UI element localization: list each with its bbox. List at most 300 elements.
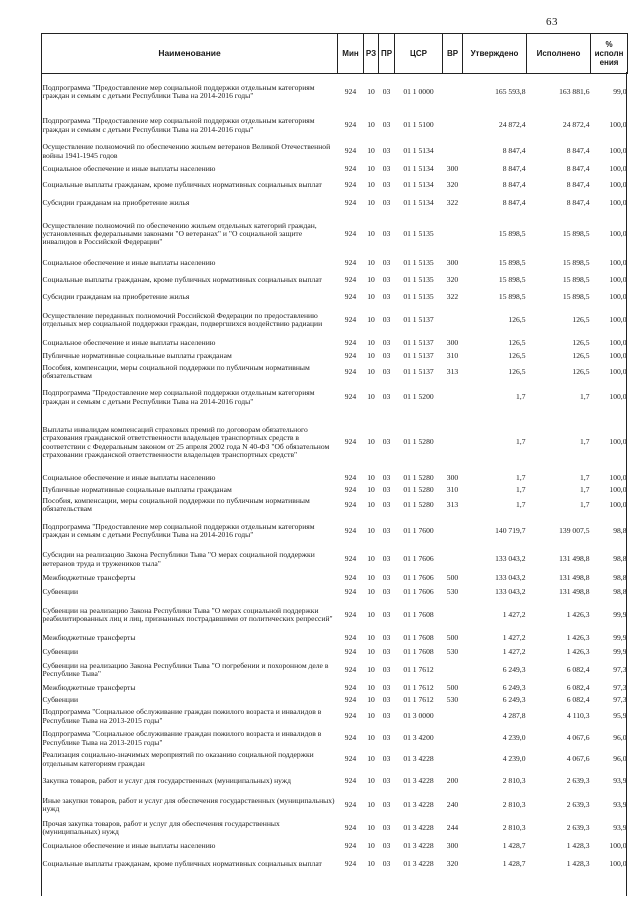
row-vr-cell: 300 bbox=[446, 337, 459, 347]
row-csr-cell: 01 1 5280 bbox=[403, 472, 434, 482]
row-pr-cell: 03 bbox=[382, 350, 391, 360]
column-header-percent: % исполн ения bbox=[591, 34, 628, 74]
row-csr-cell: 01 1 5135 bbox=[403, 228, 434, 238]
row-approved-cell: 133 043,2 bbox=[495, 573, 526, 583]
row-name-cell: Подпрограмма "Социальное обслуживание граждан пожилого возраста и инвалидов в Республике Тыва на 2013-2015 годы" bbox=[42, 707, 322, 725]
row-approved-cell: 24 872,4 bbox=[498, 120, 526, 130]
row-executed-cell: 1 426,3 bbox=[566, 609, 590, 619]
row-executed-cell: 4 067,6 bbox=[566, 733, 590, 743]
row-name-cell: Выплаты инвалидам компенсаций страховых премий по договорам обязательного страхования гражданской ответственности владельцев транспортных средств в соответствии с Федеральным законом от 25 апреля 2002 года N 40-ФЗ "Об обязательном страховании гражданской ответственности владельцев транспортных средств" bbox=[42, 425, 330, 459]
row-csr-cell: 01 1 5280 bbox=[403, 437, 434, 447]
row-name-cell: Социальные выплаты гражданам, кроме публичных нормативных социальных выплат bbox=[42, 275, 322, 285]
column-header-min: Мин bbox=[338, 34, 364, 74]
row-approved-cell: 4 239,0 bbox=[502, 754, 526, 764]
row-vr-cell bbox=[443, 141, 463, 163]
row-executed-cell: 8 847,4 bbox=[566, 146, 590, 156]
row-executed-cell: 126,5 bbox=[572, 350, 590, 360]
row-rz-cell: 10 bbox=[367, 573, 375, 583]
row-percent-cell: 100,0 bbox=[609, 314, 627, 324]
row-name-cell: Межбюджетные трансферты bbox=[42, 573, 136, 583]
row-vr-cell: 310 bbox=[446, 484, 459, 494]
row-rz-cell: 10 bbox=[367, 664, 375, 674]
row-rz-cell: 10 bbox=[367, 646, 375, 656]
row-rz-cell: 10 bbox=[367, 350, 375, 360]
row-min-cell: 924 bbox=[344, 733, 357, 743]
table-row bbox=[42, 163, 628, 176]
row-vr-cell: 322 bbox=[446, 291, 459, 301]
row-min-cell: 924 bbox=[344, 799, 357, 809]
row-min-cell: 924 bbox=[344, 554, 357, 564]
row-vr-cell: 300 bbox=[446, 472, 459, 482]
row-csr-cell: 01 3 4228 bbox=[403, 858, 434, 868]
table-row bbox=[42, 485, 628, 496]
row-percent-cell: 98,8 bbox=[613, 573, 627, 583]
row-executed-cell: 1,7 bbox=[580, 437, 590, 447]
row-min-cell: 924 bbox=[344, 754, 357, 764]
table-row bbox=[42, 212, 628, 257]
row-approved-cell: 2 810,3 bbox=[502, 776, 526, 786]
row-name-cell: Прочая закупка товаров, работ и услуг для обеспечения государственных (муниципальных) нужд bbox=[42, 818, 280, 836]
row-executed-cell: 126,5 bbox=[572, 314, 590, 324]
row-executed-cell: 15 898,5 bbox=[562, 275, 590, 285]
table-row bbox=[42, 586, 628, 599]
row-min-cell: 924 bbox=[344, 694, 357, 704]
row-vr-cell: 530 bbox=[446, 646, 459, 656]
table-row bbox=[42, 770, 628, 794]
row-rz-cell: 10 bbox=[367, 799, 375, 809]
row-name-cell: Публичные нормативные социальные выплаты гражданам bbox=[42, 350, 232, 360]
row-rz-cell: 10 bbox=[367, 754, 375, 764]
row-vr-cell bbox=[443, 750, 463, 770]
row-percent-cell: 99,9 bbox=[613, 646, 627, 656]
row-csr-cell: 01 1 5135 bbox=[403, 291, 434, 301]
row-executed-cell: 131 498,8 bbox=[559, 573, 590, 583]
row-rz-cell: 10 bbox=[367, 711, 375, 721]
row-approved-cell: 2 810,3 bbox=[502, 822, 526, 832]
row-pr-cell: 03 bbox=[382, 291, 391, 301]
row-approved-cell: 4 287,8 bbox=[502, 711, 526, 721]
row-percent-cell: 100,0 bbox=[609, 197, 627, 207]
row-csr-cell: 01 3 0000 bbox=[403, 711, 434, 721]
row-percent-cell: 100,0 bbox=[609, 437, 627, 447]
row-pr-cell: 03 bbox=[382, 754, 391, 764]
row-approved-cell: 126,5 bbox=[508, 314, 526, 324]
table-left-border bbox=[41, 72, 42, 896]
row-csr-cell: 01 1 5280 bbox=[403, 484, 434, 494]
row-rz-cell: 10 bbox=[367, 633, 375, 643]
row-name-cell: Социальное обеспечение и иные выплаты населению bbox=[42, 258, 216, 268]
row-pr-cell: 03 bbox=[382, 179, 391, 189]
row-vr-cell: 310 bbox=[446, 350, 459, 360]
row-vr-cell bbox=[443, 414, 463, 472]
row-csr-cell: 01 3 4228 bbox=[403, 841, 434, 851]
row-vr-cell bbox=[443, 599, 463, 632]
row-pr-cell: 03 bbox=[382, 609, 391, 619]
table-row bbox=[42, 74, 628, 111]
table-row bbox=[42, 304, 628, 337]
row-pr-cell: 03 bbox=[382, 822, 391, 832]
row-min-cell: 924 bbox=[344, 314, 357, 324]
row-approved-cell: 133 043,2 bbox=[495, 554, 526, 564]
row-approved-cell: 15 898,5 bbox=[498, 228, 526, 238]
row-executed-cell: 1,7 bbox=[580, 499, 590, 509]
row-approved-cell: 126,5 bbox=[508, 366, 526, 376]
row-percent-cell: 100,0 bbox=[609, 484, 627, 494]
row-pr-cell: 03 bbox=[382, 554, 391, 564]
row-name-cell: Подпрограмма "Предоставление мер социальной поддержки отдельным категориям граждан и семьям с детьми Республики Тыва на 2014-2016 годы" bbox=[42, 388, 315, 406]
row-percent-cell: 100,0 bbox=[609, 291, 627, 301]
row-percent-cell: 100,0 bbox=[609, 858, 627, 868]
page-number: 63 bbox=[546, 16, 558, 28]
table-row bbox=[42, 350, 628, 363]
row-rz-cell: 10 bbox=[367, 472, 375, 482]
row-csr-cell: 01 1 0000 bbox=[403, 87, 434, 97]
row-executed-cell: 8 847,4 bbox=[566, 179, 590, 189]
row-min-cell: 924 bbox=[344, 841, 357, 851]
row-name-cell: Публичные нормативные социальные выплаты гражданам bbox=[42, 484, 232, 494]
row-pr-cell: 03 bbox=[382, 275, 391, 285]
row-percent-cell: 93,9 bbox=[613, 799, 627, 809]
row-min-cell: 924 bbox=[344, 120, 357, 130]
row-vr-cell: 313 bbox=[446, 366, 459, 376]
row-min-cell: 924 bbox=[344, 87, 357, 97]
row-csr-cell: 01 1 5280 bbox=[403, 499, 434, 509]
row-csr-cell: 01 1 7612 bbox=[403, 664, 434, 674]
row-approved-cell: 2 810,3 bbox=[502, 799, 526, 809]
table-row bbox=[42, 515, 628, 548]
row-rz-cell: 10 bbox=[367, 163, 375, 173]
row-name-cell: Субвенции на реализацию Закона Республики Тыва "О мерах социальной поддержки реабилитированных лиц и лиц, признанных пострадавшими от политических репрессий" bbox=[42, 605, 333, 623]
row-min-cell: 924 bbox=[344, 337, 357, 347]
table-row bbox=[42, 257, 628, 271]
row-name-cell: Осуществление полномочий по обеспечению жильем отдельных категорий граждан, установленных федеральными законами "О ветеранах" и "О социальной защите инвалидов в Российской Федерации" bbox=[42, 220, 317, 247]
row-csr-cell: 01 1 7608 bbox=[403, 646, 434, 656]
row-rz-cell: 10 bbox=[367, 841, 375, 851]
row-executed-cell: 15 898,5 bbox=[562, 258, 590, 268]
row-percent-cell: 100,0 bbox=[609, 228, 627, 238]
row-name-cell: Субсидии гражданам на приобретение жилья bbox=[42, 291, 190, 301]
row-pr-cell: 03 bbox=[382, 694, 391, 704]
row-executed-cell: 15 898,5 bbox=[562, 291, 590, 301]
row-approved-cell: 15 898,5 bbox=[498, 275, 526, 285]
table-row bbox=[42, 706, 628, 728]
row-rz-cell: 10 bbox=[367, 228, 375, 238]
row-name-cell: Социальное обеспечение и иные выплаты населению bbox=[42, 472, 216, 482]
row-min-cell: 924 bbox=[344, 179, 357, 189]
row-approved-cell: 15 898,5 bbox=[498, 258, 526, 268]
row-percent-cell: 98,8 bbox=[613, 586, 627, 596]
row-pr-cell: 03 bbox=[382, 733, 391, 743]
row-name-cell: Субвенции bbox=[42, 646, 79, 656]
row-executed-cell: 2 639,3 bbox=[566, 799, 590, 809]
table-row bbox=[42, 817, 628, 840]
row-percent-cell: 100,0 bbox=[609, 337, 627, 347]
row-min-cell: 924 bbox=[344, 609, 357, 619]
row-pr-cell: 03 bbox=[382, 337, 391, 347]
row-pr-cell: 03 bbox=[382, 841, 391, 851]
column-header-executed: Исполнено bbox=[527, 34, 591, 74]
table-row bbox=[42, 337, 628, 350]
row-name-cell: Субвенции bbox=[42, 586, 79, 596]
row-min-cell: 924 bbox=[344, 858, 357, 868]
row-rz-cell: 10 bbox=[367, 291, 375, 301]
row-approved-cell: 165 593,8 bbox=[495, 87, 526, 97]
row-executed-cell: 1 426,3 bbox=[566, 633, 590, 643]
row-rz-cell: 10 bbox=[367, 484, 375, 494]
row-min-cell: 924 bbox=[344, 776, 357, 786]
row-pr-cell: 03 bbox=[382, 366, 391, 376]
row-approved-cell: 1,7 bbox=[516, 499, 526, 509]
row-pr-cell: 03 bbox=[382, 586, 391, 596]
row-rz-cell: 10 bbox=[367, 682, 375, 692]
row-percent-cell: 100,0 bbox=[609, 350, 627, 360]
row-csr-cell: 01 1 5137 bbox=[403, 350, 434, 360]
row-vr-cell: 300 bbox=[446, 258, 459, 268]
row-min-cell: 924 bbox=[344, 163, 357, 173]
row-pr-cell: 03 bbox=[382, 197, 391, 207]
row-pr-cell: 03 bbox=[382, 146, 391, 156]
row-executed-cell: 4 067,6 bbox=[566, 754, 590, 764]
table-row bbox=[42, 291, 628, 304]
row-name-cell: Пособия, компенсации, меры социальной поддержки по публичным нормативным обязательствам bbox=[42, 495, 310, 513]
table-header-row bbox=[42, 34, 628, 74]
row-percent-cell: 100,0 bbox=[609, 179, 627, 189]
row-vr-cell bbox=[443, 706, 463, 728]
row-min-cell: 924 bbox=[344, 350, 357, 360]
row-pr-cell: 03 bbox=[382, 314, 391, 324]
row-percent-cell: 98,8 bbox=[613, 525, 627, 535]
row-approved-cell: 8 847,4 bbox=[502, 163, 526, 173]
row-executed-cell: 6 082,4 bbox=[566, 664, 590, 674]
row-executed-cell: 15 898,5 bbox=[562, 228, 590, 238]
row-csr-cell: 01 1 7606 bbox=[403, 554, 434, 564]
table-row bbox=[42, 141, 628, 163]
row-csr-cell: 01 1 7612 bbox=[403, 682, 434, 692]
row-min-cell: 924 bbox=[344, 499, 357, 509]
row-rz-cell: 10 bbox=[367, 822, 375, 832]
row-pr-cell: 03 bbox=[382, 472, 391, 482]
row-name-cell: Субвенции bbox=[42, 694, 79, 704]
row-executed-cell: 126,5 bbox=[572, 366, 590, 376]
row-rz-cell: 10 bbox=[367, 87, 375, 97]
table-row bbox=[42, 659, 628, 682]
table-row bbox=[42, 854, 628, 875]
row-executed-cell: 1,7 bbox=[580, 472, 590, 482]
row-min-cell: 924 bbox=[344, 573, 357, 583]
row-percent-cell: 100,0 bbox=[609, 366, 627, 376]
table-row bbox=[42, 695, 628, 706]
table-row bbox=[42, 728, 628, 750]
row-name-cell: Межбюджетные трансферты bbox=[42, 682, 136, 692]
row-percent-cell: 100,0 bbox=[609, 841, 627, 851]
row-executed-cell: 8 847,4 bbox=[566, 197, 590, 207]
row-csr-cell: 01 1 5135 bbox=[403, 275, 434, 285]
row-executed-cell: 1,7 bbox=[580, 392, 590, 402]
row-vr-cell: 300 bbox=[446, 841, 459, 851]
row-vr-cell: 320 bbox=[446, 179, 459, 189]
row-csr-cell: 01 1 5137 bbox=[403, 337, 434, 347]
row-vr-cell bbox=[443, 659, 463, 682]
row-rz-cell: 10 bbox=[367, 337, 375, 347]
row-percent-cell: 100,0 bbox=[609, 120, 627, 130]
row-rz-cell: 10 bbox=[367, 179, 375, 189]
row-approved-cell: 126,5 bbox=[508, 337, 526, 347]
row-executed-cell: 6 082,4 bbox=[566, 694, 590, 704]
row-rz-cell: 10 bbox=[367, 776, 375, 786]
table-row bbox=[42, 195, 628, 212]
row-csr-cell: 01 1 5100 bbox=[403, 120, 434, 130]
row-csr-cell: 01 1 5134 bbox=[403, 179, 434, 189]
row-vr-cell: 300 bbox=[446, 163, 459, 173]
row-rz-cell: 10 bbox=[367, 437, 375, 447]
table-row bbox=[42, 363, 628, 382]
table-row bbox=[42, 271, 628, 291]
column-header-csr: ЦСР bbox=[395, 34, 443, 74]
row-min-cell: 924 bbox=[344, 472, 357, 482]
column-header-pr: ПР bbox=[379, 34, 395, 74]
row-executed-cell: 24 872,4 bbox=[562, 120, 590, 130]
table-row bbox=[42, 176, 628, 195]
row-name-cell: Подпрограмма "Предоставление мер социальной поддержки отдельным категориям граждан и семьям с детьми Республики Тыва на 2014-2016 годы" bbox=[42, 83, 315, 101]
row-vr-cell bbox=[443, 548, 463, 572]
row-pr-cell: 03 bbox=[382, 858, 391, 868]
row-percent-cell: 100,0 bbox=[609, 163, 627, 173]
row-approved-cell: 6 249,3 bbox=[502, 694, 526, 704]
row-percent-cell: 93,9 bbox=[613, 776, 627, 786]
row-csr-cell: 01 1 5137 bbox=[403, 366, 434, 376]
row-name-cell: Пособия, компенсации, меры социальной поддержки по публичным нормативным обязательствам bbox=[42, 362, 310, 380]
row-pr-cell: 03 bbox=[382, 87, 391, 97]
row-min-cell: 924 bbox=[344, 275, 357, 285]
row-vr-cell: 530 bbox=[446, 694, 459, 704]
row-percent-cell: 99,9 bbox=[613, 609, 627, 619]
row-pr-cell: 03 bbox=[382, 776, 391, 786]
row-vr-cell bbox=[443, 212, 463, 257]
row-approved-cell: 1,7 bbox=[516, 484, 526, 494]
table-row bbox=[42, 750, 628, 770]
row-min-cell: 924 bbox=[344, 392, 357, 402]
row-rz-cell: 10 bbox=[367, 609, 375, 619]
row-csr-cell: 01 1 7606 bbox=[403, 586, 434, 596]
row-name-cell: Подпрограмма "Предоставление мер социальной поддержки отдельным категориям граждан и семьям с детьми Республики Тыва на 2014-2016 годы" bbox=[42, 116, 315, 134]
table-body bbox=[42, 74, 628, 875]
row-executed-cell: 2 639,3 bbox=[566, 776, 590, 786]
row-min-cell: 924 bbox=[344, 646, 357, 656]
row-name-cell: Субсидии на реализацию Закона Республики Тыва "О мерах социальной поддержки ветеранов труда и тружеников тыла" bbox=[42, 550, 315, 568]
row-vr-cell: 313 bbox=[446, 499, 459, 509]
row-vr-cell bbox=[443, 382, 463, 414]
row-min-cell: 924 bbox=[344, 258, 357, 268]
row-name-cell: Межбюджетные трансферты bbox=[42, 633, 136, 643]
row-percent-cell: 97,3 bbox=[613, 664, 627, 674]
table-row bbox=[42, 496, 628, 515]
row-vr-cell: 244 bbox=[446, 822, 459, 832]
row-csr-cell: 01 1 5200 bbox=[403, 392, 434, 402]
row-csr-cell: 01 1 5134 bbox=[403, 163, 434, 173]
row-pr-cell: 03 bbox=[382, 484, 391, 494]
row-percent-cell: 100,0 bbox=[609, 499, 627, 509]
table-row bbox=[42, 548, 628, 572]
row-name-cell: Осуществление полномочий по обеспечению жильем ветеранов Великой Отечественной войны 1941-1945 годов bbox=[42, 142, 331, 160]
row-name-cell: Субвенции на реализацию Закона Республики Тыва "О погребении и похоронном деле в Республике Тыва" bbox=[42, 660, 329, 678]
row-approved-cell: 140 719,7 bbox=[495, 525, 526, 535]
row-pr-cell: 03 bbox=[382, 499, 391, 509]
table-row bbox=[42, 646, 628, 659]
row-vr-cell: 500 bbox=[446, 682, 459, 692]
row-rz-cell: 10 bbox=[367, 275, 375, 285]
row-name-cell: Иные закупки товаров, работ и услуг для обеспечения государственных (муниципальных) нужд bbox=[42, 795, 335, 813]
row-rz-cell: 10 bbox=[367, 197, 375, 207]
row-vr-cell bbox=[443, 111, 463, 141]
column-header-approved: Утверждено bbox=[463, 34, 527, 74]
row-approved-cell: 1 427,2 bbox=[502, 646, 526, 656]
row-csr-cell: 01 1 5134 bbox=[403, 146, 434, 156]
row-pr-cell: 03 bbox=[382, 163, 391, 173]
row-vr-cell: 500 bbox=[446, 633, 459, 643]
row-executed-cell: 2 639,3 bbox=[566, 822, 590, 832]
row-vr-cell bbox=[443, 728, 463, 750]
row-percent-cell: 100,0 bbox=[609, 392, 627, 402]
table-row bbox=[42, 472, 628, 485]
row-executed-cell: 139 007,5 bbox=[559, 525, 590, 535]
row-rz-cell: 10 bbox=[367, 694, 375, 704]
row-min-cell: 924 bbox=[344, 822, 357, 832]
row-rz-cell: 10 bbox=[367, 858, 375, 868]
row-percent-cell: 100,0 bbox=[609, 472, 627, 482]
row-name-cell: Подпрограмма "Предоставление мер социальной поддержки отдельным категориям граждан и семьям с детьми Республики Тыва на 2014-2016 годы" bbox=[42, 521, 315, 539]
row-percent-cell: 97,3 bbox=[613, 682, 627, 692]
row-approved-cell: 8 847,4 bbox=[502, 179, 526, 189]
row-min-cell: 924 bbox=[344, 682, 357, 692]
row-name-cell: Социальное обеспечение и иные выплаты населению bbox=[42, 337, 216, 347]
row-vr-cell: 500 bbox=[446, 573, 459, 583]
row-approved-cell: 6 249,3 bbox=[502, 664, 526, 674]
row-percent-cell: 100,0 bbox=[609, 258, 627, 268]
row-name-cell: Подпрограмма "Социальное обслуживание граждан пожилого возраста и инвалидов в Республике Тыва на 2013-2015 годы" bbox=[42, 729, 322, 747]
row-name-cell: Социальные выплаты гражданам, кроме публичных нормативных социальных выплат bbox=[42, 858, 322, 868]
row-executed-cell: 131 498,8 bbox=[559, 554, 590, 564]
table-row bbox=[42, 599, 628, 632]
row-csr-cell: 01 1 7608 bbox=[403, 633, 434, 643]
row-pr-cell: 03 bbox=[382, 646, 391, 656]
row-executed-cell: 4 110,3 bbox=[567, 711, 590, 721]
row-csr-cell: 01 3 4200 bbox=[403, 733, 434, 743]
row-approved-cell: 1,7 bbox=[516, 437, 526, 447]
row-name-cell: Субсидии гражданам на приобретение жилья bbox=[42, 197, 190, 207]
row-pr-cell: 03 bbox=[382, 392, 391, 402]
row-approved-cell: 133 043,2 bbox=[495, 586, 526, 596]
row-executed-cell: 1,7 bbox=[580, 484, 590, 494]
row-executed-cell: 8 847,4 bbox=[566, 163, 590, 173]
row-name-cell: Социальное обеспечение и иные выплаты населению bbox=[42, 163, 216, 173]
row-pr-cell: 03 bbox=[382, 682, 391, 692]
row-rz-cell: 10 bbox=[367, 499, 375, 509]
row-name-cell: Закупка товаров, работ и услуг для государственных (муниципальных) нужд bbox=[42, 776, 291, 786]
row-csr-cell: 01 1 7612 bbox=[403, 694, 434, 704]
row-csr-cell: 01 1 7600 bbox=[403, 525, 434, 535]
row-csr-cell: 01 3 4228 bbox=[403, 799, 434, 809]
row-rz-cell: 10 bbox=[367, 554, 375, 564]
row-min-cell: 924 bbox=[344, 664, 357, 674]
row-csr-cell: 01 3 4228 bbox=[403, 822, 434, 832]
row-csr-cell: 01 1 7608 bbox=[403, 609, 434, 619]
row-csr-cell: 01 1 5134 bbox=[403, 197, 434, 207]
table-row bbox=[42, 111, 628, 141]
row-approved-cell: 8 847,4 bbox=[502, 146, 526, 156]
row-min-cell: 924 bbox=[344, 586, 357, 596]
row-min-cell: 924 bbox=[344, 228, 357, 238]
row-approved-cell: 1 427,2 bbox=[502, 609, 526, 619]
